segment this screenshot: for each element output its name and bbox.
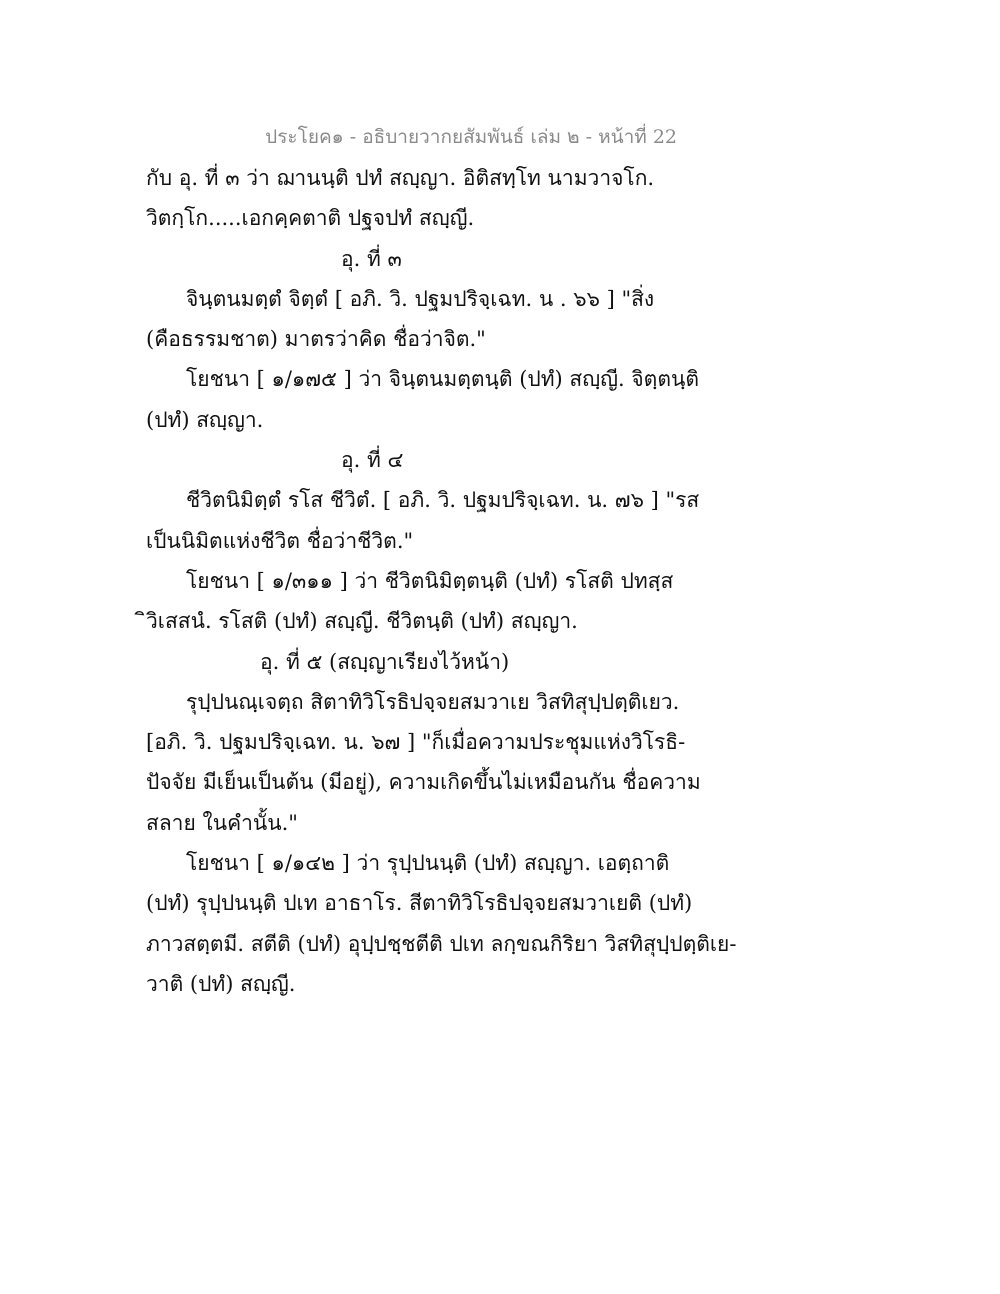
text-line: โยชนา [ ๑/๓๑๑ ] ว่า ชีวิตนิมิตฺตนฺติ (ปทํ) รโสติ ปทสฺส xyxy=(186,568,674,593)
text-line: ชีวิตนิมิตฺตํ รโส ชีวิตํ. [ อภิ. วิ. ปฐมปริจฺเฉท. น. ๗๖ ] "รส xyxy=(186,488,700,513)
text-line: โยชนา [ ๑/๑๗๕ ] ว่า จินฺตนมตฺตนฺติ (ปทํ) สญฺญี. จิตฺตนฺติ xyxy=(186,367,699,392)
text-line: วิตกฺโก.....เอกคฺคตาติ ปฐจปทํ สญฺญี. xyxy=(146,206,475,231)
page-header: ประโยค๑ - อธิบายวากยสัมพันธ์ เล่ม ๒ - หน้าที่ 22 xyxy=(265,126,677,148)
text-line: รุปฺปนณฺเจตฺถ สิตาทิวิโรธิปจฺจยสมวาเย วิสทิสุปฺปตฺติเยว. xyxy=(186,689,680,714)
text-line: (คือธรรมชาต) มาตรว่าคิด ชื่อว่าจิต." xyxy=(146,327,486,352)
document-body xyxy=(146,158,737,1004)
text-line: กับ อุ. ที่ ๓ ว่า ฌานนฺติ ปทํ สญฺญา. อิติสทฺโท นามวาจโก. xyxy=(146,166,655,190)
text-line: โยชนา [ ๑/๑๔๒ ] ว่า รุปฺปนนฺติ (ปทํ) สญฺญา. เอตฺถาติ xyxy=(186,851,670,876)
text-line: เป็นนิมิตแห่งชีวิต ชื่อว่าชีวิต." xyxy=(146,528,414,553)
text-line: (ปทํ) สญฺญา. xyxy=(146,407,264,432)
text-line: ิวิเสสนํ. รโสติ (ปทํ) สญฺญี. ชีวิตนฺติ (ปทํ) สญฺญา. xyxy=(146,609,578,634)
section-heading: อุ. ที่ ๔ xyxy=(341,448,404,473)
text-line: (ปทํ) รุปฺปนนฺติ ปเท อาธาโร. สีตาทิวิโรธิปจฺจยสมวาเยติ (ปทํ) xyxy=(146,891,693,916)
text-line: ภาวสตฺตมี. สตีติ (ปทํ) อุปฺปชฺชตีติ ปเท ลกฺขณกิริยา วิสทิสุปฺปตฺติเย- xyxy=(146,931,737,956)
text-line: สลาย ในคำนั้น." xyxy=(146,810,298,835)
text-line: วาติ (ปทํ) สญฺญี. xyxy=(146,971,296,996)
text-line: ปัจจัย มีเย็นเป็นต้น (มีอยู่), ความเกิดขึ้นไม่เหมือนกัน ชื่อความ xyxy=(146,770,701,795)
section-heading: อุ. ที่ ๓ xyxy=(341,246,402,271)
text-line: [อภิ. วิ. ปฐมปริจฺเฉท. น. ๖๗ ] "ก็เมื่อความประชุมแห่งวิโรธิ- xyxy=(146,730,686,755)
section-heading: อุ. ที่ ๕ (สญฺญาเรียงไว้หน้า) xyxy=(260,649,510,674)
text-line: จินฺตนมตฺตํ จิตฺตํ [ อภิ. วิ. ปฐมปริจฺเฉท. น . ๖๖ ] "สิ่ง xyxy=(186,286,655,311)
